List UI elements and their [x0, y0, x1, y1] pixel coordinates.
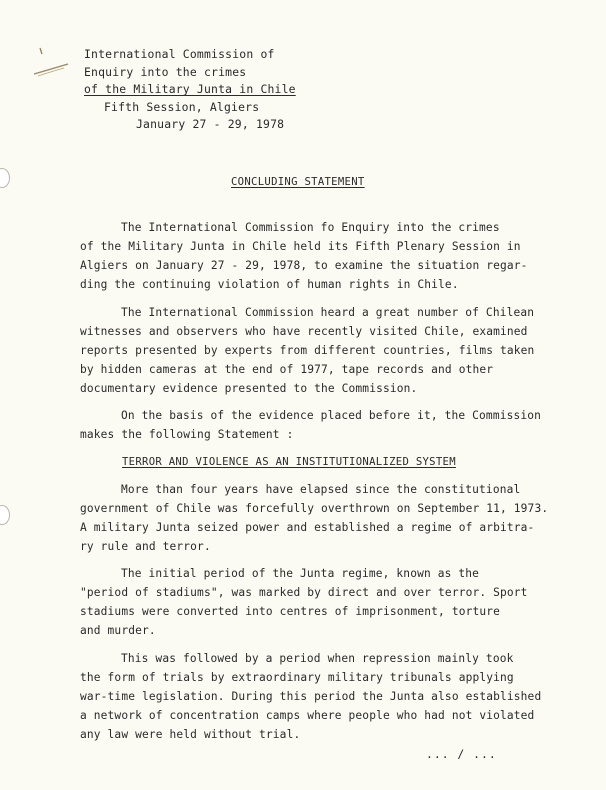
- paragraph: [80, 480, 572, 556]
- text-line: The International Commission fo Enquiry into the crimes: [121, 221, 500, 234]
- text-line: a network of concentration camps where people who had not violated: [80, 708, 535, 722]
- page-continuation-marker: ... / ...: [426, 747, 497, 761]
- text-line: reports presented by experts from different countries, films taken: [80, 343, 535, 357]
- text-line: government of Chile was forcefully overthrown on September 11, 1973.: [80, 501, 549, 515]
- paragraph: [80, 218, 572, 294]
- text-line: Algiers on January 27 - 29, 1978, to examine the situation regar-: [80, 259, 528, 272]
- document-header: [84, 46, 296, 134]
- text-line: any law were held without trial.: [80, 727, 301, 741]
- text-line: This was followed by a period when repression mainly took: [121, 651, 514, 665]
- text-line: stadiums were converted into centres of imprisonment, torture: [80, 605, 501, 618]
- text-line: The initial period of the Junta regime, known as the: [121, 567, 480, 580]
- text-line: "period of stadiums", was marked by direct and over terror. Sport: [80, 586, 528, 599]
- text-line: war-time legislation. During this period the Junta also established: [80, 689, 542, 703]
- text-line: makes the following Statement :: [80, 428, 294, 441]
- text-line: ry rule and terror.: [80, 539, 211, 553]
- text-line: The International Commission heard a great number of Chilean: [121, 305, 535, 319]
- paragraph: [80, 564, 572, 640]
- section-heading: TERROR AND VIOLENCE AS AN INSTITUTIONALIZED SYSTEM: [122, 455, 456, 468]
- text-line: the form of trials by extraordinary military tribunals applying: [80, 670, 514, 684]
- paragraph: [80, 303, 572, 398]
- text-line: of the Military Junta in Chile held its Fifth Plenary Session in: [80, 240, 521, 253]
- text-line: by hidden cameras at the end of 1977, tape records and other: [80, 362, 494, 376]
- paragraph: [80, 649, 572, 744]
- text-line: and murder.: [80, 624, 156, 637]
- text-line: More than four years have elapsed since the constitutional: [121, 482, 521, 496]
- text-line: A military Junta seized power and established a regime of arbitra-: [80, 520, 535, 534]
- punch-hole: [0, 168, 10, 188]
- text-line: ding the continuing violation of human rights in Chile.: [80, 278, 459, 291]
- paragraph: [80, 406, 572, 444]
- document-body: [80, 218, 572, 752]
- header-date: January 27 - 29, 1978: [136, 117, 285, 131]
- text-line: witnesses and observers who have recently visited Chile, examined: [80, 324, 528, 338]
- text-line: On the basis of the evidence placed before it, the Commission: [121, 409, 542, 422]
- header-line: International Commission of: [84, 47, 275, 61]
- header-line: of the Military Junta in Chile: [84, 82, 296, 96]
- text-line: documentary evidence presented to the Commission.: [80, 381, 418, 395]
- header-line: Enquiry into the crimes: [84, 64, 247, 79]
- document-title: CONCLUDING STATEMENT: [231, 176, 365, 188]
- punch-hole: [0, 505, 10, 525]
- header-session: Fifth Session, Algiers: [104, 99, 260, 114]
- pen-mark-icon: [30, 44, 72, 84]
